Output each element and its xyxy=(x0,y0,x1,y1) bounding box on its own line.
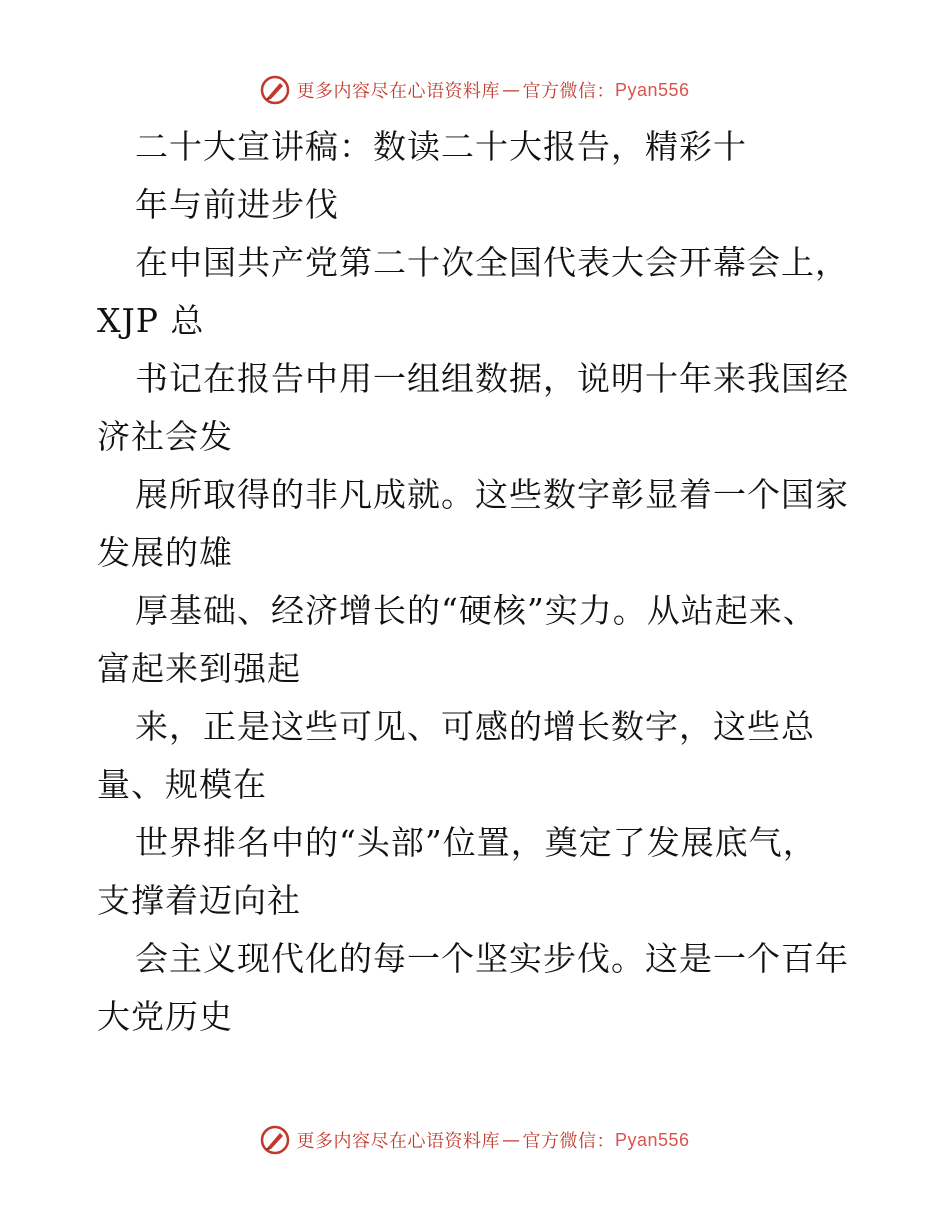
watermark-wechat-label: 官方微信： xyxy=(522,81,615,102)
text-line: 在中国共产党第二十次全国代表大会开幕会上， xyxy=(135,243,849,282)
text-line: 年与前进步伐 xyxy=(135,185,339,224)
text-line: 展所取得的非凡成就。这些数字彰显着一个国家 xyxy=(135,475,849,514)
text-line: 书记在报告中用一组组数据，说明十年来我国经 xyxy=(135,359,849,398)
watermark-dash: — xyxy=(501,1129,521,1151)
text-line: XJP 总 xyxy=(97,301,205,340)
text-line: 富起来到强起 xyxy=(97,649,301,688)
watermark-main-text: 更多内容尽在心语资料库 xyxy=(296,81,500,102)
text-line: 济社会发 xyxy=(97,417,233,456)
footer-watermark xyxy=(0,1120,950,1160)
text-line: 世界排名中的“头部”位置，奠定了发展底气， xyxy=(135,823,817,862)
watermark-wechat-label: 官方微信： xyxy=(522,1131,615,1152)
pen-logo-icon xyxy=(260,1125,290,1155)
text-line: 厚基础、经济增长的“硬核”实力。从站起来、 xyxy=(135,591,817,630)
text-line: 量、规模在 xyxy=(97,765,267,804)
text-line: 二十大宣讲稿：数读二十大报告，精彩十 xyxy=(135,127,747,166)
text-line: 大党历史 xyxy=(97,997,233,1036)
pen-logo-icon xyxy=(260,75,290,105)
header-watermark xyxy=(0,70,950,110)
text-line: 来，正是这些可见、可感的增长数字，这些总 xyxy=(135,707,815,746)
text-line: 发展的雄 xyxy=(97,533,233,572)
text-line: 会主义现代化的每一个坚实步伐。这是一个百年 xyxy=(135,939,849,978)
watermark-main-text: 更多内容尽在心语资料库 xyxy=(296,1131,500,1152)
watermark-wechat-id: Pyan556 xyxy=(614,79,690,100)
text-line: 支撑着迈向社 xyxy=(97,881,301,920)
document-body xyxy=(97,118,877,1046)
watermark-wechat-id: Pyan556 xyxy=(614,1129,690,1150)
watermark-dash: — xyxy=(501,79,521,101)
